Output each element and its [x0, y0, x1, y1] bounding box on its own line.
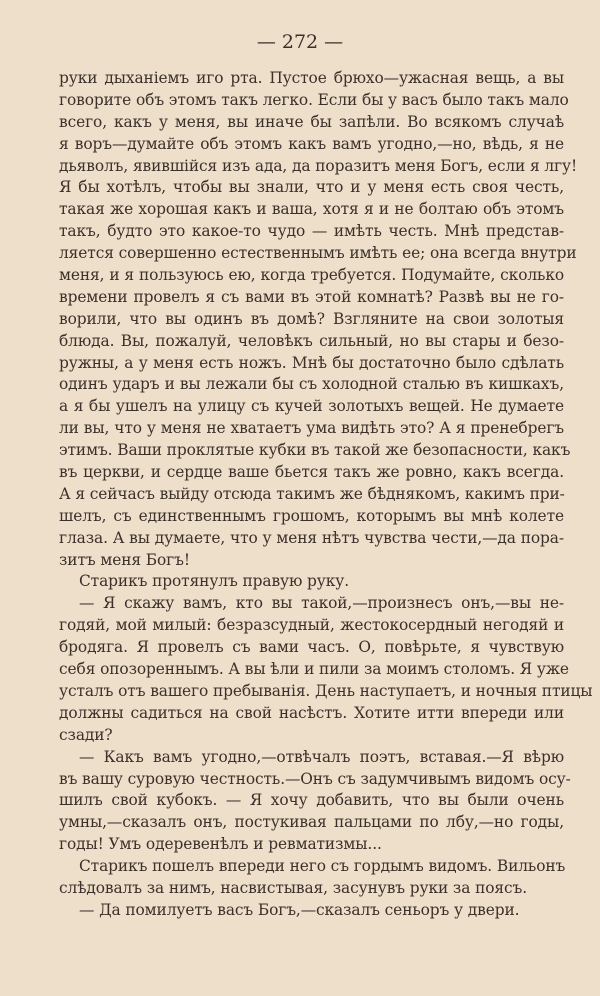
text-line: блюда. Вы, пожалуй, человѣкъ сильный, но вы стары и безо-	[59, 331, 564, 350]
text-line: усталъ отъ вашего пребыванія. День наступаетъ, и ночныя птицы	[59, 681, 593, 700]
text-line: слѣдовалъ за нимъ, насвистывая, засунувъ руки за поясъ.	[59, 878, 528, 897]
text-line: въ церкви, и сердце ваше бьется такъ же ровно, какъ всегда.	[59, 463, 564, 482]
text-line: Я бы хотѣлъ, чтобы вы знали, что и у меня есть своя честь,	[59, 178, 564, 197]
text-line: руки дыханіемъ иго рта. Пустое брюхо—ужасная вещь, а вы	[59, 69, 564, 87]
text-line: глаза. А вы думаете, что у меня нѣтъ чувства чести,—да пора-	[59, 528, 564, 547]
text-line: а я бы ушелъ на улицу съ кучей золотыхъ вещей. Не думаете	[59, 397, 564, 416]
page-number: — 272 —	[256, 31, 344, 53]
text-line: бродяга. Я провелъ съ вами часъ. О, повѣрьте, я чувствую	[59, 638, 564, 657]
text-line: всего, какъ у меня, вы иначе бы запѣли. Во всякомъ случаѣ	[59, 112, 564, 131]
text-line: должны садиться на свой насѣстъ. Хотите итти впереди или	[59, 703, 564, 722]
text-line: такая же хорошая какъ и ваша, хотя я и не болтаю объ этомъ	[59, 200, 564, 219]
text-line: времени провелъ я съ вами въ этой комнатѣ? Развѣ вы не го-	[59, 287, 564, 306]
text-line: одинъ ударъ и вы лежали бы съ холодной сталью въ кишкахъ,	[59, 375, 564, 394]
text-line: умны,—сказалъ онъ, постукивая пальцами по лбу,—но годы,	[59, 813, 564, 832]
text-line: ружны, а у меня есть ножъ. Мнѣ бы достаточно было сдѣлать	[59, 353, 564, 372]
text-line: ворили, что вы одинъ въ домѣ? Взгляните на свои золотыя	[59, 309, 564, 328]
text-line: сзади?	[59, 725, 113, 744]
text-line: годяй, мой милый: безразсудный, жестокосердный негодяй и	[59, 616, 564, 635]
text-line: — Да помилуетъ васъ Богъ,—сказалъ сеньоръ у двери.	[79, 900, 520, 919]
text-line: въ вашу суровую честность.—Онъ съ задумчивымъ видомъ осу-	[59, 769, 571, 788]
text-line: дьяволъ, явившійся изъ ада, да поразитъ меня Богъ, если я лгу!	[59, 156, 578, 175]
text-line: годы! Умъ одеревенѣлъ и ревматизмы...	[59, 835, 382, 854]
text-line: говорите объ этомъ такъ легко. Если бы у васъ было такъ мало	[59, 90, 569, 109]
text-line: — Я скажу вамъ, кто вы такой,—произнесъ онъ,—вы не-	[79, 594, 564, 613]
text-line: шилъ свой кубокъ. — Я хочу добавить, что вы были очень	[59, 791, 564, 810]
text-line: этимъ. Ваши проклятые кубки въ такой же безопасности, какъ	[59, 441, 571, 460]
text-line: ли вы, что у меня не хватаетъ ума видѣть это? А я пренебрегъ	[59, 419, 564, 438]
body-text	[59, 68, 593, 922]
text-line: меня, и я пользуюсь ею, когда требуется. Подумайте, сколько	[59, 266, 564, 285]
text-line: шелъ, съ единственнымъ грошомъ, которымъ вы мнѣ колете	[59, 506, 564, 525]
text-line: — Какъ вамъ угодно,—отвѣчалъ поэтъ, вставая.—Я вѣрю	[79, 747, 564, 766]
text-line: я воръ—думайте объ этомъ какъ вамъ угодно,—но, вѣдь, я не	[59, 134, 564, 153]
text-line: А я сейчасъ выйду отсюда такимъ же бѣднякомъ, какимъ при-	[59, 484, 565, 503]
text-line: такъ, будто это какое-то чудо — имѣть честь. Мнѣ представ-	[59, 222, 564, 241]
text-line: Старикъ протянулъ правую руку.	[79, 572, 350, 591]
text-line: ляется совершенно естественнымъ имѣть ее; она всегда внутри	[59, 244, 577, 263]
text-line: Старикъ пошелъ впереди него съ гордымъ видомъ. Вильонъ	[79, 857, 566, 876]
text-line: себя опозореннымъ. А вы ѣли и пили за моимъ столомъ. Я уже	[59, 660, 569, 679]
text-line: зитъ меня Богъ!	[59, 550, 190, 569]
